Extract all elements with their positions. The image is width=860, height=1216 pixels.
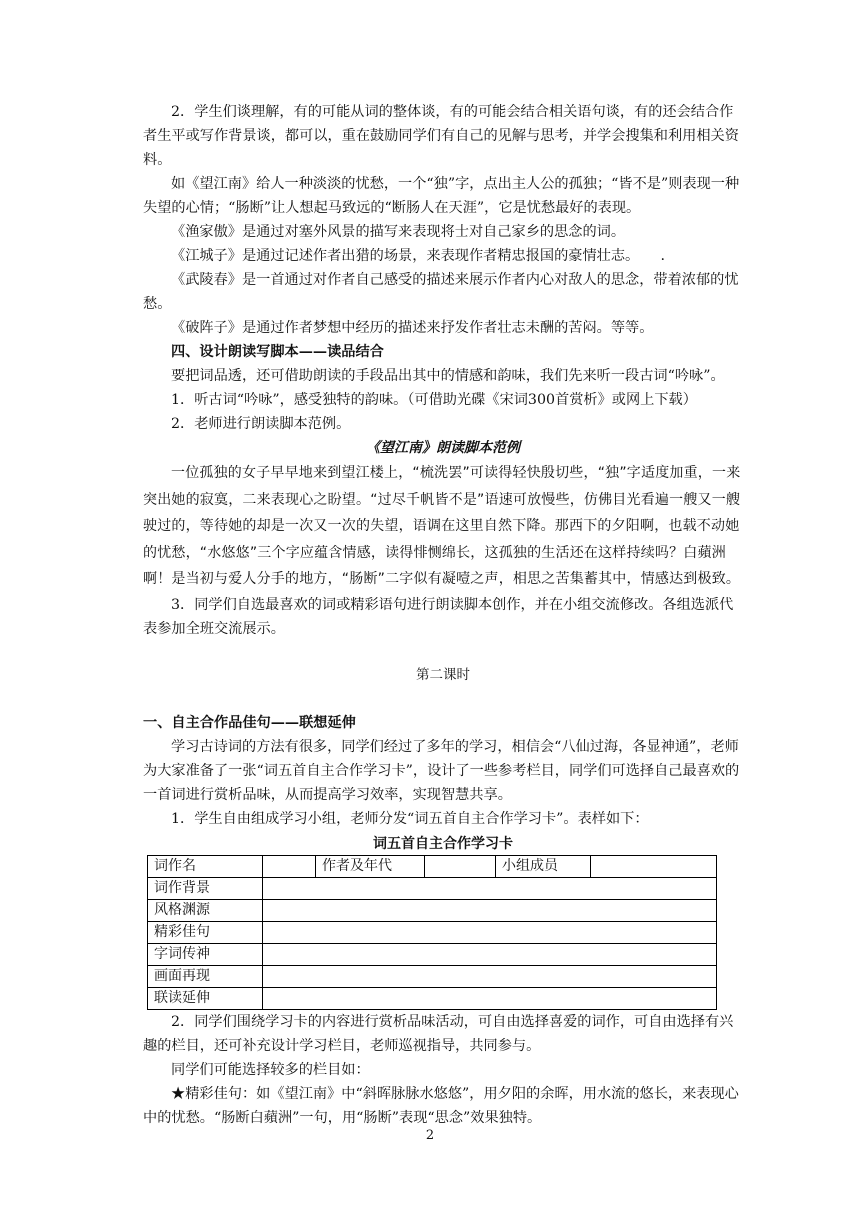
card-cell-empty [591, 855, 717, 877]
table-row [148, 943, 717, 965]
card-cell-empty [263, 855, 316, 877]
lesson-two-heading: 一、自主合作品佳句——联想延伸 [143, 714, 356, 731]
section-four-heading: 四、设计朗读写脚本——读品结合 [171, 344, 384, 360]
section-four-intro: 要把词品透，还可借助朗读的手段品出其中的情感和韵味，我们先来听一段古词“吟咏”。 [171, 368, 725, 384]
paragraph-understanding: 2．学生们谈理解，有的可能从词的整体谈，有的可能会结合相关语句谈，有的还会结合作者生平或写作背景谈，都可以，重在鼓励同学们有自己的见解与思考，并学会搜集和利用相关资料。 [143, 104, 739, 168]
script-title: 《望江南》朗读脚本范例 [366, 440, 520, 456]
table-row [148, 899, 717, 921]
lesson-two-item-2: 2．同学们围绕学习卡的内容进行赏析品味活动，可自由选择喜爱的词作，可自由选择有兴趣的栏目，还可补充设计学习栏目，老师巡视指导，共同参与。 [143, 1013, 734, 1054]
card-row-label: 精彩佳句 [148, 921, 263, 943]
study-card-title: 词五首自主合作学习卡 [373, 835, 513, 852]
card-header-author: 作者及年代 [316, 855, 425, 877]
lesson-two-item-4: ★精彩佳句：如《望江南》中“斜晖脉脉水悠悠”，用夕阳的余晖，用水流的悠长，来表现心中的忧愁。“肠断白蘋洲”一句，用“肠断”表现“思念”效果独特。 [143, 1085, 739, 1126]
lesson-two-item-1: 1．学生自由组成学习小组，老师分发“词五首自主合作学习卡”。表样如下： [171, 810, 649, 827]
script-body: 一位孤独的女子早早地来到望江楼上，“梳洗罢”可读得轻快殷切些，“独”字适度加重，一来突出她的寂寞，二来表现心之盼望。“过尽千帆皆不是”语速可放慢些，仿佛目光看遍一艘又一艘驶过的，等待她的却是一次又一次的失望，语调在这里自然下降。那西下的夕阳啊，也载不动她的忧愁，“水悠悠”三个字应蕴含情感，读得悱恻绵长，这孤独的生活还在这样持续吗？白蘋洲啊！是当初与爱人分手的地方，“肠断”二字似有凝噎之声，相思之苦集蓄其中，情感达到极致。 [143, 465, 741, 587]
card-row-label: 字词传神 [148, 943, 263, 965]
card-cell-empty [263, 899, 717, 921]
table-row [148, 855, 717, 877]
card-header-work: 词作名 [148, 855, 263, 877]
card-cell-empty [425, 855, 496, 877]
paragraph-yujiaao: 《渔家傲》是通过对塞外风景的描写来表现将士对自己家乡的思念的词。 [171, 224, 626, 240]
lesson-two-title: 第二课时 [416, 666, 470, 683]
card-header-members: 小组成员 [496, 855, 591, 877]
paragraph-pozhenzi: 《破阵子》是通过作者梦想中经历的描述来抒发作者壮志未酬的苦闷。等等。 [171, 320, 654, 336]
card-cell-empty [263, 921, 717, 943]
paragraph-wulingchun: 《武陵春》是一首通过对作者自己感受的描述来展示作者内心对敌人的思念，带着浓郁的忧愁。 [143, 272, 739, 312]
section-four-item-3: 3．同学们自选最喜欢的词或精彩语句进行朗读脚本创作，并在小组交流修改。各组选派代表参加全班交流展示。 [143, 596, 734, 637]
table-row [148, 987, 717, 1009]
card-row-label: 词作背景 [148, 877, 263, 899]
table-row [148, 877, 717, 899]
lesson-two-intro: 学习古诗词的方法有很多，同学们经过了多年的学习，相信会“八仙过海，各显神通”，老师为大家准备了一张“词五首自主合作学习卡”，设计了一些参考栏目，同学们可选择自己最喜欢的一首词进行赏析品味，从而提高学习效率，实现智慧共享。 [143, 738, 740, 803]
table-row [148, 921, 717, 943]
card-row-label: 画面再现 [148, 965, 263, 987]
card-cell-empty [263, 987, 717, 1009]
card-row-label: 风格渊源 [148, 899, 263, 921]
paragraph-wangjiangnan: 如《望江南》给人一种淡淡的忧愁，一个“独”字，点出主人公的孤独；“皆不是”则表现一种失望的心情；“肠断”让人想起马致远的“断肠人在天涯”，它是忧愁最好的表现。 [143, 176, 740, 216]
paragraph-jiangchengzi: 《江城子》是通过记述作者出猎的场景，来表现作者精忠报国的豪情壮志。 . [171, 248, 665, 264]
card-row-label: 联读延伸 [148, 987, 263, 1009]
card-cell-empty [263, 965, 717, 987]
page-content [143, 100, 743, 1130]
card-cell-empty [263, 877, 717, 899]
section-four-item-2: 2．老师进行朗读脚本范例。 [171, 416, 351, 432]
page-number: 2 [425, 1128, 435, 1143]
section-four-item-1: 1．听古词“吟咏”，感受独特的韵味。（可借助光碟《宋词300首赏析》或网上下载） [171, 392, 697, 408]
study-card-table [147, 855, 717, 1010]
table-row [148, 965, 717, 987]
card-cell-empty [263, 943, 717, 965]
lesson-two-item-3: 同学们可能选择较多的栏目如： [171, 1061, 370, 1078]
